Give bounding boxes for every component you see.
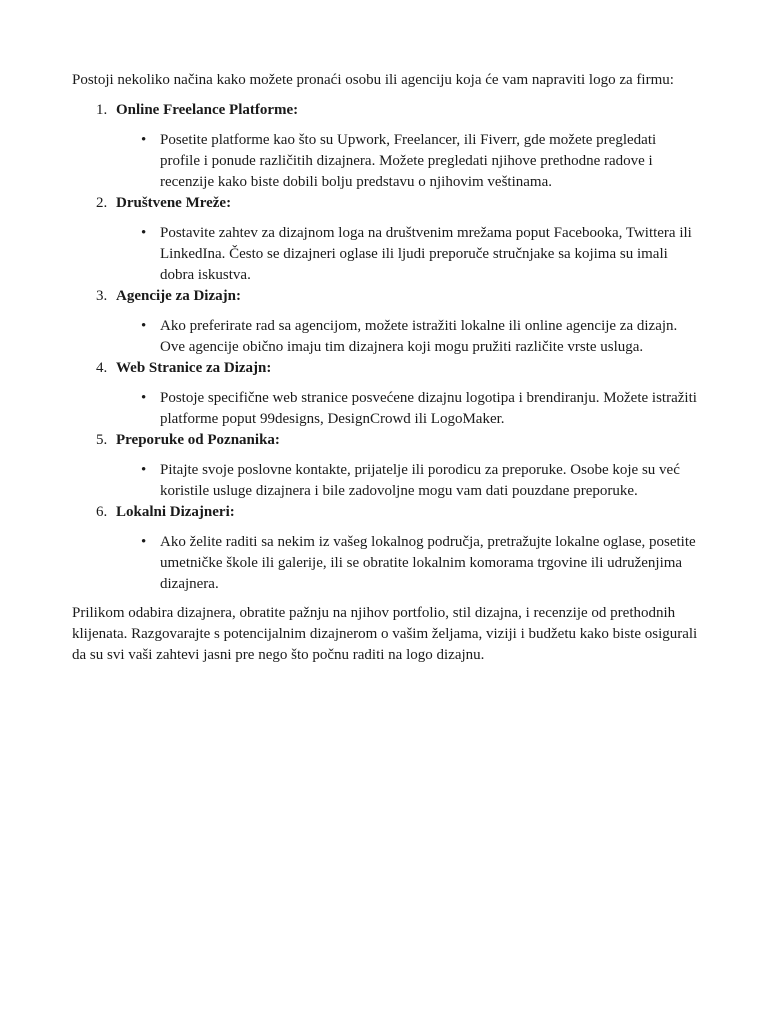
list-item-number: 6.	[96, 504, 108, 520]
method-list	[72, 100, 698, 595]
list-item	[72, 502, 698, 595]
sub-list	[116, 460, 698, 502]
sub-list-item	[116, 130, 698, 193]
list-item	[72, 358, 698, 430]
bullet-icon: •	[141, 390, 147, 406]
list-item	[72, 430, 698, 502]
sub-list-item	[116, 223, 698, 286]
sub-list	[116, 532, 698, 595]
sub-list	[116, 316, 698, 358]
list-item-title: Preporuke od Poznanika:	[116, 432, 280, 448]
list-item-title: Agencije za Dizajn:	[116, 288, 241, 304]
list-item-title: Online Freelance Platforme:	[116, 102, 299, 118]
list-item-number: 2.	[96, 195, 108, 211]
list-item-number: 5.	[96, 432, 108, 448]
list-item-title: Web Stranice za Dizajn:	[116, 360, 272, 376]
bullet-icon: •	[141, 132, 147, 148]
sub-list-item	[116, 460, 698, 502]
sub-list-item-text: Postavite zahtev za dizajnom loga na društvenim mrežama poput Facebooka, Twittera ili LinkedIna. Često se dizajneri oglase ili ljudi preporuče stručnjake sa kojima su imali dobra iskustva.	[160, 225, 692, 283]
list-item	[72, 100, 698, 193]
intro-paragraph: Postoji nekoliko načina kako možete pronaći osobu ili agenciju koja će vam napraviti logo za firmu:	[72, 72, 674, 88]
document-body	[72, 70, 698, 666]
sub-list-item-text: Ako želite raditi sa nekim iz vašeg lokalnog područja, pretražujte lokalne oglase, posetite umetničke škole ili galerije, ili se obratite lokalnim komorama trgovine ili udruženjima dizajnera.	[160, 534, 696, 592]
bullet-icon: •	[141, 462, 147, 478]
sub-list-item	[116, 316, 698, 358]
bullet-icon: •	[141, 225, 147, 241]
sub-list-item-text: Ako preferirate rad sa agencijom, možete istražiti lokalne ili online agencije za dizajn. Ove agencije obično imaju tim dizajnera koji mogu pružiti različite vrste usluga.	[160, 318, 678, 355]
sub-list-item-text: Posetite platforme kao što su Upwork, Freelancer, ili Fiverr, gde možete pregledati profile i ponude različitih dizajnera. Možete pregledati njihove prethodne radove i recenzije kako biste dobili bolju predstavu o njihovim veštinama.	[160, 132, 657, 190]
sub-list-item-text: Postoje specifične web stranice posvećene dizajnu logotipa i brendiranju. Možete istražiti platforme poput 99designs, DesignCrowd ili LogoMaker.	[160, 390, 697, 427]
list-item-number: 4.	[96, 360, 108, 376]
sub-list-item-text: Pitajte svoje poslovne kontakte, prijatelje ili porodicu za preporuke. Osobe koje su već koristile usluge dizajnera i bile zadovoljne mogu vam dati pouzdane preporuke.	[160, 462, 680, 499]
bullet-icon: •	[141, 534, 147, 550]
closing-paragraph: Prilikom odabira dizajnera, obratite pažnju na njihov portfolio, stil dizajna, i recenzije od prethodnih klijenata. Razgovarajte s potencijalnim dizajnerom o vašim željama, viziji i budžetu kako biste osigurali da su svi vaši zahtevi jasni pre nego što počnu raditi na logo dizajnu.	[72, 605, 698, 663]
sub-list	[116, 388, 698, 430]
list-item	[72, 286, 698, 358]
bullet-icon: •	[141, 318, 147, 334]
sub-list	[116, 130, 698, 193]
list-item-number: 3.	[96, 288, 108, 304]
sub-list-item	[116, 388, 698, 430]
list-item-title: Lokalni Dizajneri:	[116, 504, 235, 520]
sub-list-item	[116, 532, 698, 595]
list-item-title: Društvene Mreže:	[116, 195, 232, 211]
list-item-number: 1.	[96, 102, 108, 118]
sub-list	[116, 223, 698, 286]
list-item	[72, 193, 698, 286]
